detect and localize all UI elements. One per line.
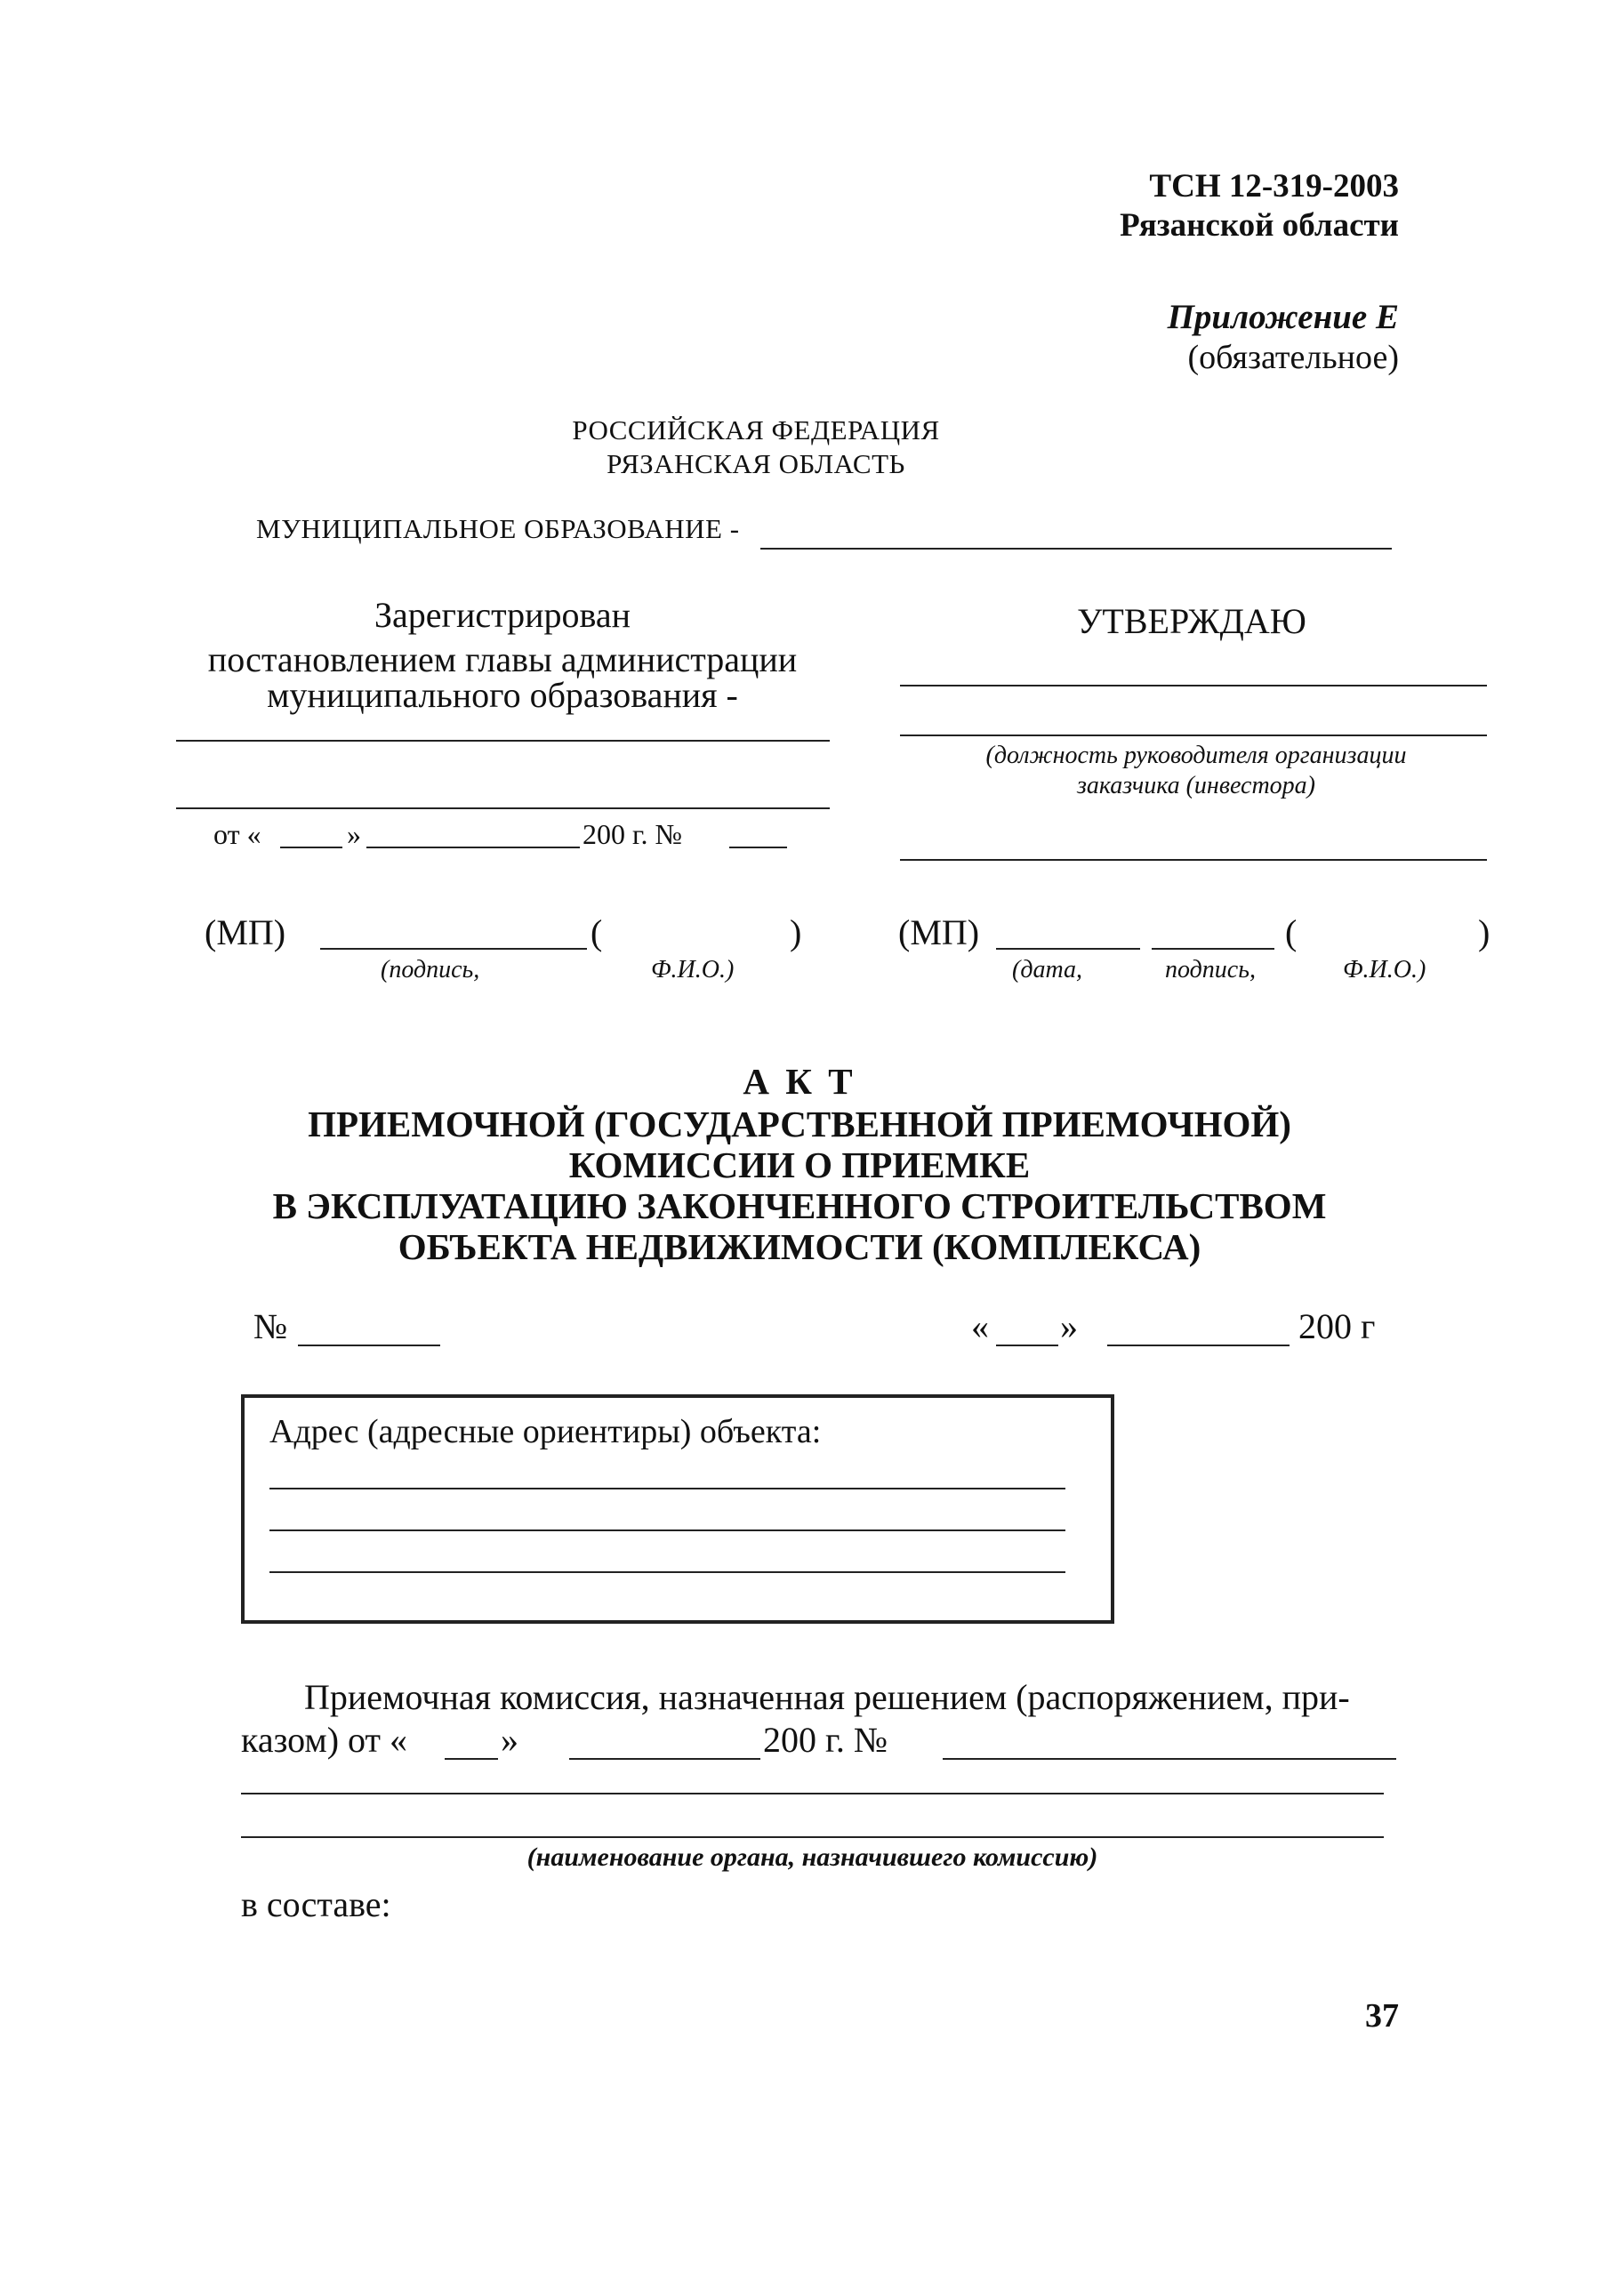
act-date-close-quote: » — [1060, 1306, 1078, 1346]
act-number-field[interactable] — [298, 1345, 440, 1346]
right-stamp-place: (МП) — [898, 912, 980, 952]
oblast-name: РЯЗАНСКАЯ ОБЛАСТЬ — [607, 448, 905, 479]
left-caption-fio: Ф.И.О.) — [651, 956, 735, 983]
registration-line3: муниципального образования - — [267, 675, 738, 715]
registration-month-field[interactable] — [366, 847, 580, 848]
country-name: РОССИЙСКАЯ ФЕДЕРАЦИЯ — [572, 414, 940, 446]
right-fio-close: ) — [1478, 912, 1491, 952]
appendix-title: Приложение Е — [1167, 298, 1399, 336]
address-label: Адрес (адресные ориентиры) объекта: — [269, 1413, 822, 1450]
registration-line1: Зарегистрирован — [374, 595, 631, 635]
act-subtitle-2: КОМИССИИ О ПРИЕМКЕ — [568, 1144, 1031, 1185]
act-number-sign: № — [253, 1306, 288, 1346]
registration-line2: постановлением главы администрации — [207, 639, 798, 679]
registration-date-close: » — [347, 818, 361, 850]
approval-line-a[interactable] — [900, 685, 1487, 686]
document-code: ТСН 12-319-2003 — [1149, 168, 1399, 205]
commission-number-field[interactable] — [943, 1758, 1396, 1760]
right-fio-open: ( — [1285, 912, 1298, 952]
left-fio-close: ) — [790, 912, 802, 952]
approval-position-line[interactable] — [900, 735, 1487, 736]
act-year: 200 г — [1298, 1306, 1376, 1346]
address-line-3[interactable] — [269, 1571, 1065, 1573]
approval-line-c[interactable] — [900, 859, 1487, 861]
registration-line-b[interactable] — [176, 807, 830, 809]
address-line-1[interactable] — [269, 1488, 1065, 1489]
registration-date-from: от « — [213, 818, 261, 850]
commission-body-line-1[interactable] — [241, 1793, 1384, 1794]
left-signature-field[interactable] — [320, 948, 587, 950]
right-caption-sign: подпись, — [1165, 956, 1256, 983]
approval-position-caption-2: заказчика (инвестора) — [1076, 772, 1316, 799]
act-day-field[interactable] — [996, 1345, 1058, 1346]
municipality-line[interactable] — [760, 548, 1392, 550]
commission-composition-label: в составе: — [241, 1884, 391, 1924]
commission-year-no: 200 г. № — [763, 1720, 888, 1760]
left-caption-sign: (подпись, — [381, 956, 480, 983]
registration-line-a[interactable] — [176, 740, 830, 742]
commission-caption: (наименование органа, назначившего комиссию) — [526, 1842, 1098, 1872]
act-title: А К Т — [743, 1061, 856, 1102]
address-line-2[interactable] — [269, 1529, 1065, 1531]
act-subtitle-4: ОБЪЕКТА НЕДВИЖИМОСТИ (КОМПЛЕКСА) — [398, 1226, 1201, 1267]
document-region: Рязанской области — [1120, 207, 1399, 244]
act-month-field[interactable] — [1107, 1345, 1290, 1346]
registration-day-field[interactable] — [280, 847, 342, 848]
commission-month-field[interactable] — [569, 1758, 760, 1760]
left-stamp-place: (МП) — [205, 912, 286, 952]
commission-text-line2-start: казом) от « — [241, 1720, 407, 1760]
page-number: 37 — [1365, 1997, 1399, 2035]
commission-day-field[interactable] — [445, 1758, 498, 1760]
right-signature-field[interactable] — [1152, 948, 1274, 950]
approval-title: УТВЕРЖДАЮ — [1077, 601, 1306, 641]
act-date-open-quote: « — [971, 1306, 989, 1346]
left-fio-open: ( — [591, 912, 603, 952]
right-date-field[interactable] — [996, 948, 1140, 950]
act-subtitle-1: ПРИЕМОЧНОЙ (ГОСУДАРСТВЕННОЙ ПРИЕМОЧНОЙ) — [308, 1104, 1291, 1144]
registration-number-field[interactable] — [729, 847, 787, 848]
appendix-type: (обязательное) — [1187, 339, 1399, 376]
commission-date-close-quote: » — [501, 1720, 518, 1760]
commission-text-line1: Приемочная комиссия, назначенная решением (распоряжением, при- — [304, 1677, 1350, 1717]
commission-body-line-2[interactable] — [241, 1836, 1384, 1838]
right-caption-date: (дата, — [1012, 956, 1083, 983]
municipality-label: МУНИЦИПАЛЬНОЕ ОБРАЗОВАНИЕ - — [256, 513, 740, 544]
right-caption-fio: Ф.И.О.) — [1343, 956, 1426, 983]
act-subtitle-3: В ЭКСПЛУАТАЦИЮ ЗАКОНЧЕННОГО СТРОИТЕЛЬСТВОМ — [272, 1185, 1327, 1226]
registration-year-no: 200 г. № — [583, 818, 683, 850]
approval-position-caption-1: (должность руководителя организации — [985, 742, 1407, 769]
